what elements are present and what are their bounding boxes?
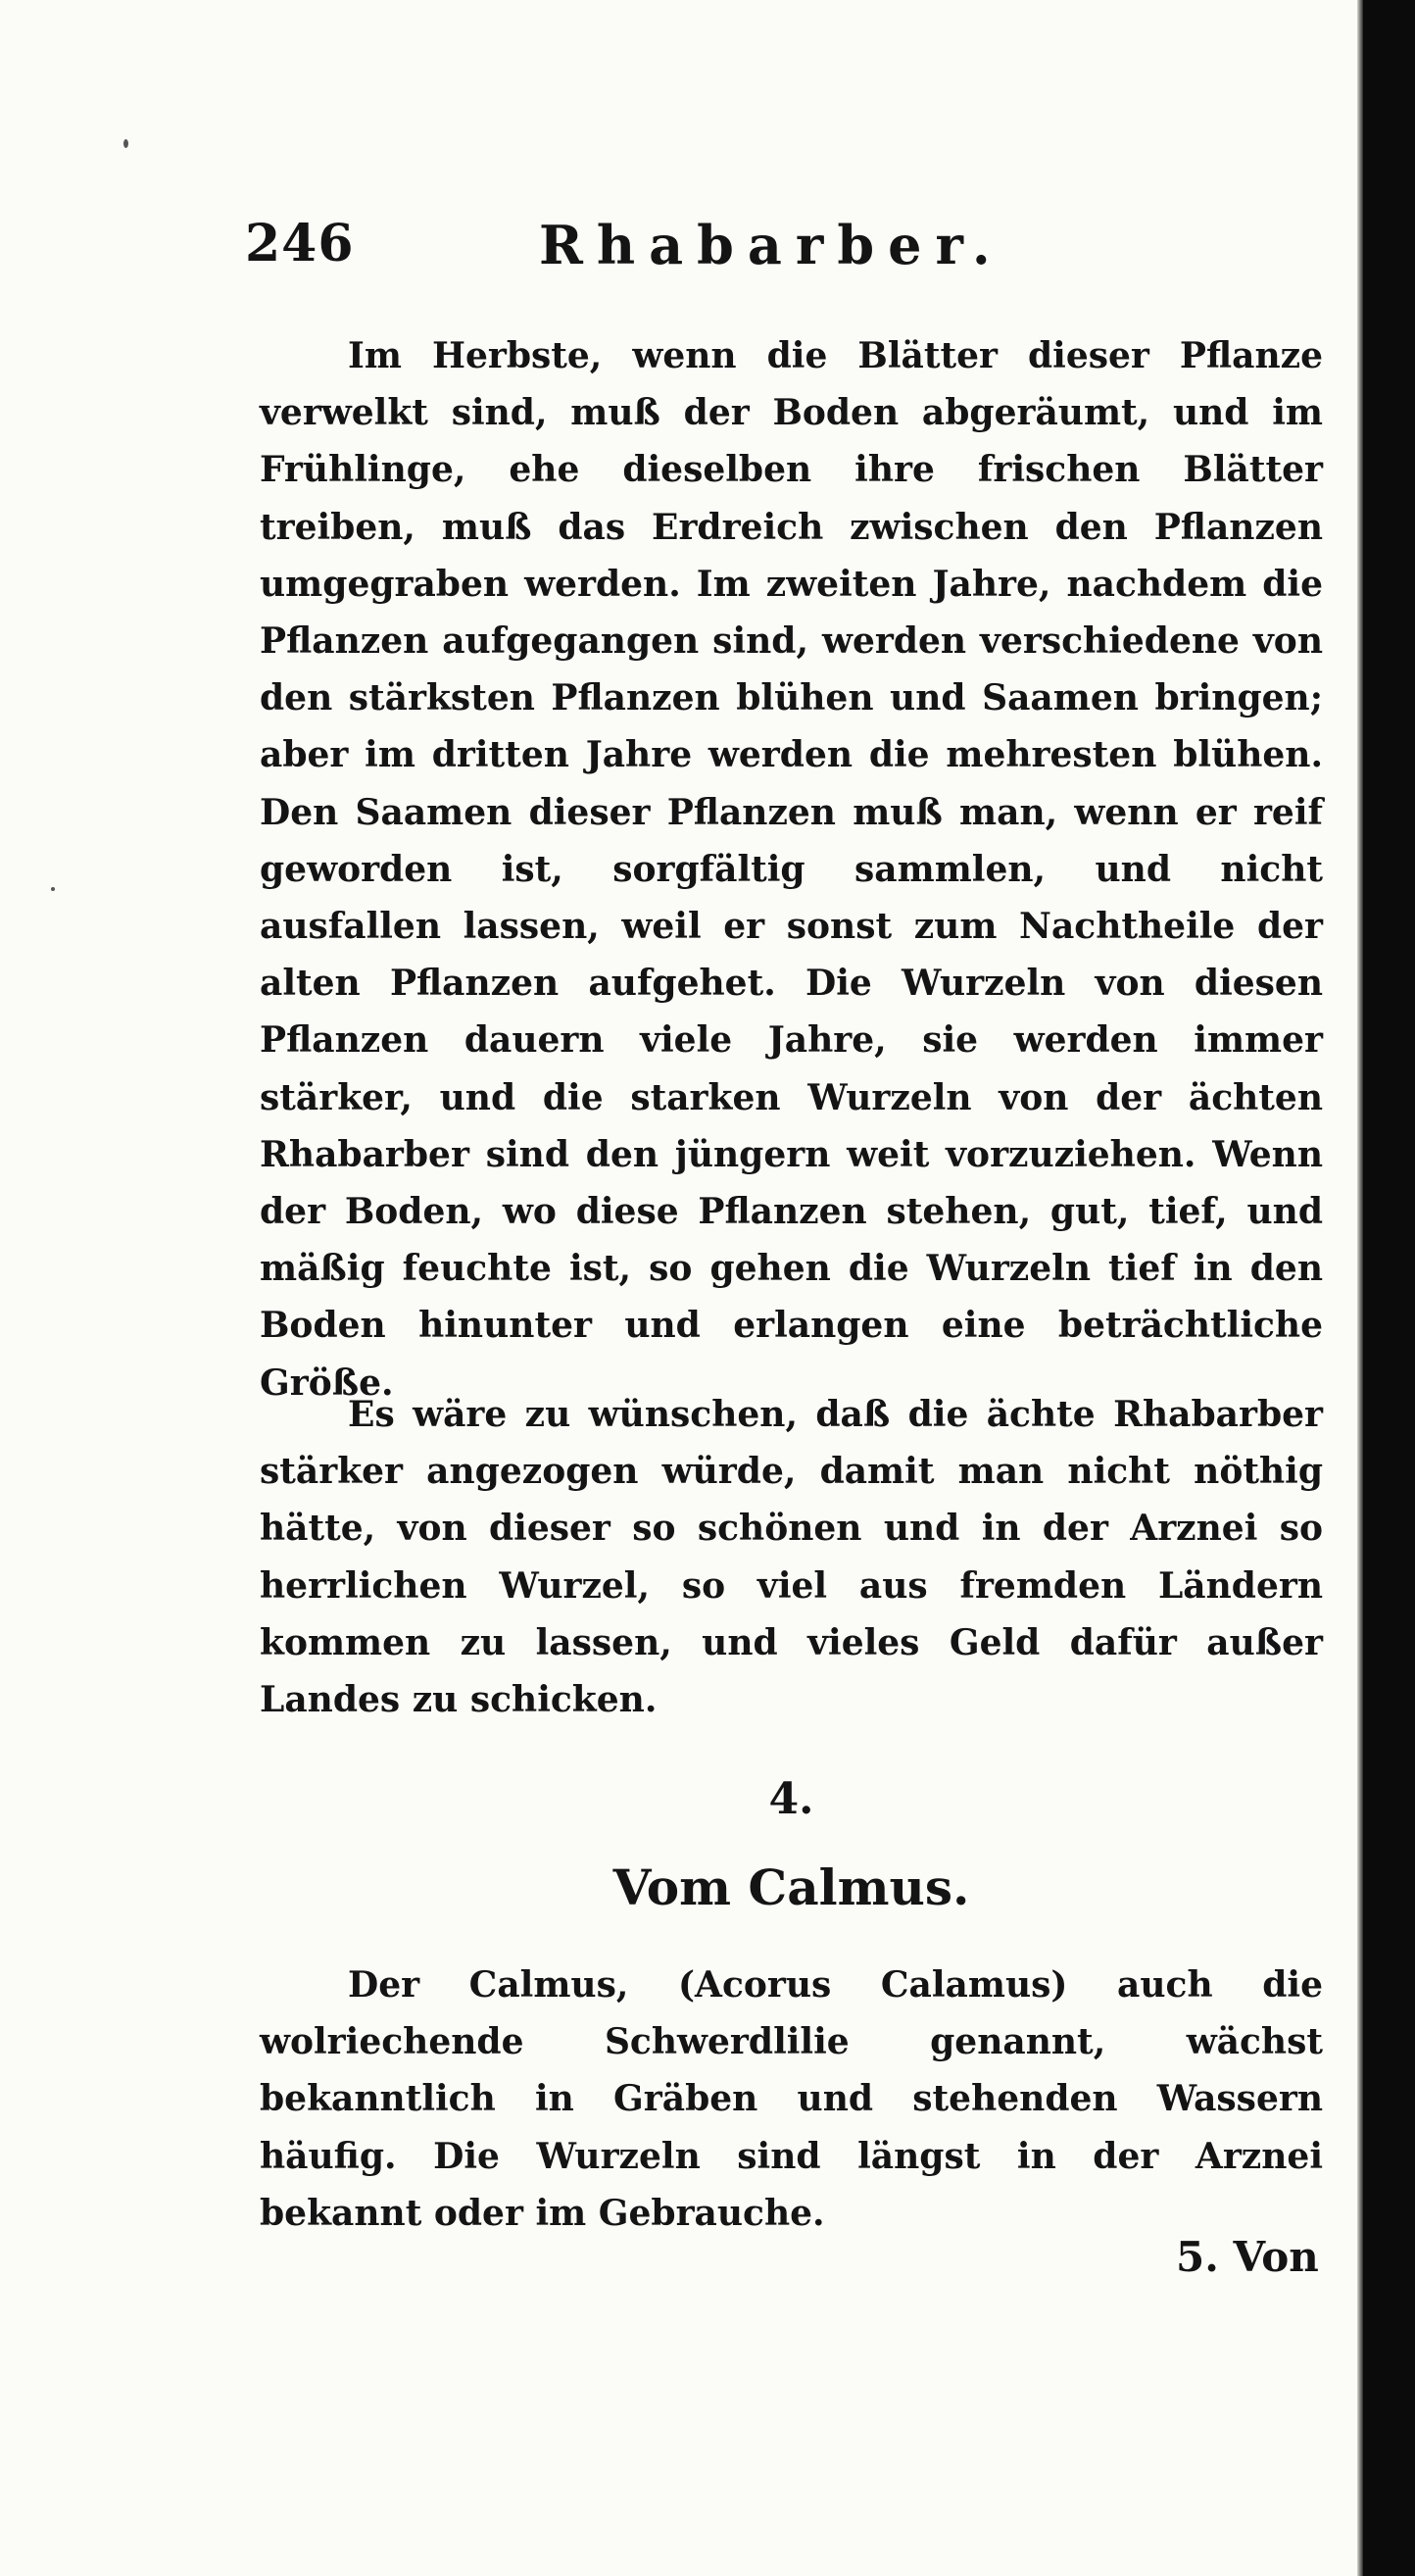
section-heading <box>260 1858 1323 1916</box>
page-header <box>245 214 1323 282</box>
ink-speck <box>51 887 55 891</box>
paragraph-rhabarber-cultivation <box>260 327 1323 1412</box>
paragraph-text: Es wäre zu wünschen, daß die ächte Rhabarber stärker angezogen würde, damit man nicht nöthig hätte, von dieser so schönen und in der Arznei so herrlichen Wurzel, so viel aus fremden Ländern kommen zu lassen, und vieles Geld dafür außer Landes zu schicken. <box>260 1394 1323 1721</box>
section-number: 4. <box>768 1774 814 1824</box>
ink-speck <box>123 139 128 148</box>
section-calmus <box>260 1774 1323 1824</box>
page-edge-shadow <box>1357 0 1415 2576</box>
page-number: 246 <box>245 214 355 273</box>
paragraph-calmus <box>260 1957 1323 2242</box>
catchword: 5. Von <box>1176 2233 1319 2281</box>
paragraph-text: Im Herbste, wenn die Blätter dieser Pflanze verwelkt sind, muß der Boden abgeräumt, und im Frühlinge, ehe dieselben ihre frischen Blätter treiben, muß das Erdreich zwischen den Pflanzen umgegraben werden. Im zweiten Jahre, nachdem die Pflanzen aufgegangen sind, werden verschiedene von den stärksten Pflanzen blühen und Saamen bringen; aber im dritten Jahre werden die mehresten blühen. Den Saamen dieser Pflanzen muß man, wenn er reif geworden ist, sorgfältig sammlen, und nicht ausfallen lassen, weil er sonst zum Nachtheile der alten Pflanzen aufgehet. Die Wurzeln von diesen Pflanzen dauern viele Jahre, sie werden immer stärker, und die starken Wurzeln von der ächten Rhabarber sind den jüngern weit vorzuziehen. Wenn der Boden, wo diese Pflanzen stehen, gut, tief, und mäßig feuchte ist, so gehen die Wurzeln tief in den Boden hinunter und erlangen eine beträchtliche Größe. <box>260 335 1323 1404</box>
running-title: Rhabarber. <box>539 214 1004 276</box>
paragraph-rhabarber-wish <box>260 1386 1323 1728</box>
paragraph-text: Der Calmus, (Acorus Calamus) auch die wolriechende Schwerdlilie genannt, wächst bekanntlich in Gräben und stehenden Wassern häufig. Die Wurzeln sind längst in der Arznei bekannt oder im Gebrauche. <box>260 1964 1323 2234</box>
section-title: Vom Calmus. <box>612 1858 970 1916</box>
